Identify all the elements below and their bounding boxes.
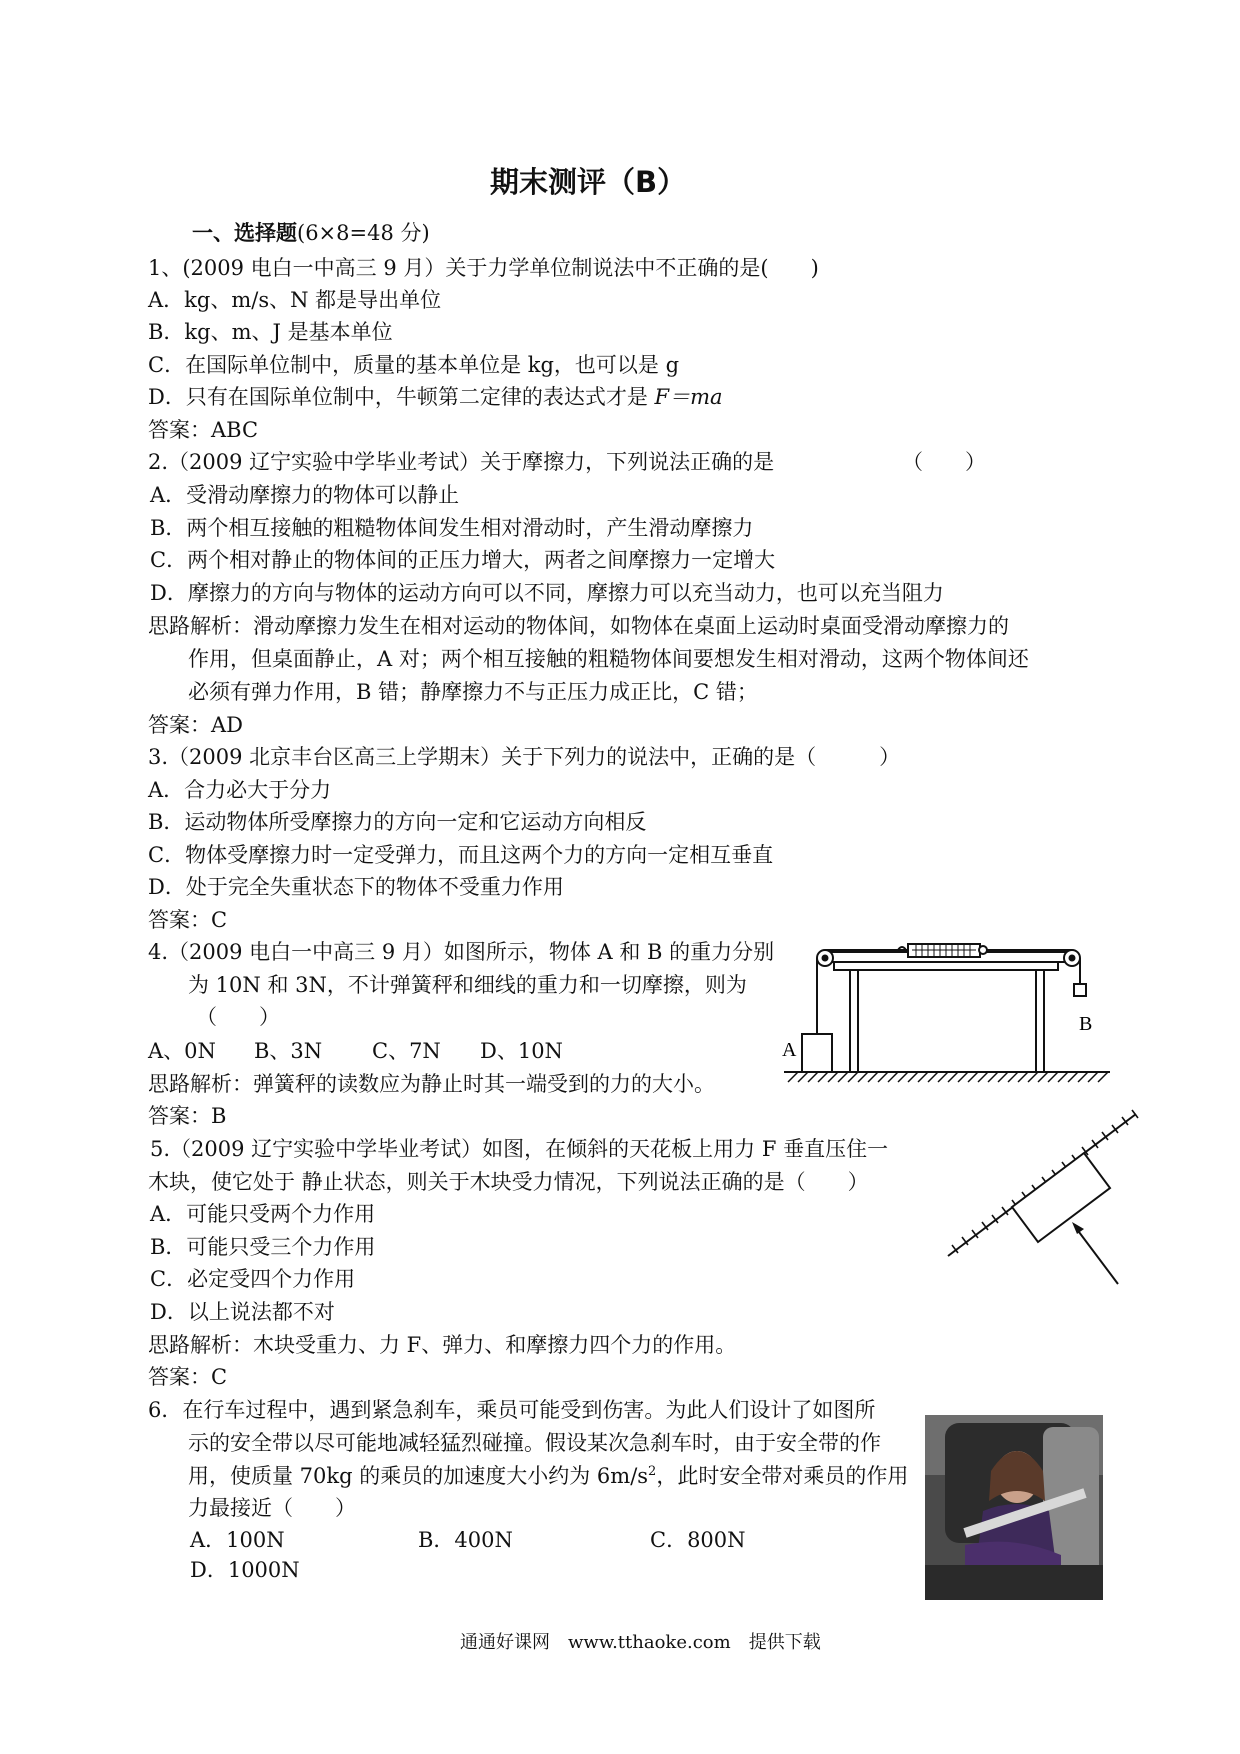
- q5-option-c: C．必定受四个力作用: [150, 1267, 356, 1291]
- q6-stem-line-3: [188, 1465, 908, 1487]
- section-label: 一、选择题: [192, 220, 297, 245]
- q1-stem: 1、(2009 电白一中高三 9 月）关于力学单位制说法中不正确的是( ): [148, 256, 819, 280]
- q6-option-a: A．100N: [190, 1528, 285, 1552]
- q3-option-a: A．合力必大于分力: [148, 778, 332, 802]
- q3-stem: 3.（2009 北京丰台区高三上学期末）关于下列力的说法中，正确的是（ ）: [148, 745, 901, 769]
- q4-option-d: D、10N: [480, 1039, 563, 1063]
- q4-option-a: A、0N: [148, 1039, 216, 1063]
- q2-analysis-line-2: 作用，但桌面静止，A 对；两个相互接触的粗糙物体间要想发生相对滑动，这两个物体间还: [188, 647, 1029, 671]
- q1-option-c: C．在国际单位制中，质量的基本单位是 kg，也可以是 g: [148, 353, 680, 377]
- q6-stem-line-3-a: 用，使质量 70kg 的乘员的加速度大小约为 6m/s: [188, 1464, 649, 1488]
- q6-stem-line-3-b: ，此时安全带对乘员的作用: [656, 1464, 909, 1488]
- q4-label-a: A: [782, 1039, 797, 1061]
- q4-answer: 答案：B: [148, 1104, 227, 1128]
- q6-stem-line-4: 力最接近（ ）: [188, 1496, 356, 1520]
- page-title: 期末测评（B）: [490, 165, 687, 199]
- q4-stem-line-3: （ ）: [196, 1005, 280, 1029]
- q1-option-b: B．kg、m、J 是基本单位: [148, 320, 393, 344]
- q4-analysis: 思路解析：弹簧秤的读数应为静止时其一端受到的力的大小。: [148, 1072, 715, 1096]
- q1-option-d-text: D．只有在国际单位制中，牛顿第二定律的表达式才是: [148, 385, 655, 409]
- q2-option-c: C．两个相对静止的物体间的正压力增大，两者之间摩擦力一定增大: [150, 548, 776, 572]
- q2-blank: （ ）: [902, 450, 986, 474]
- q3-option-b: B．运动物体所受摩擦力的方向一定和它运动方向相反: [148, 810, 647, 834]
- q5-option-a: A．可能只受两个力作用: [150, 1202, 376, 1226]
- q4-pulley-figure: [780, 930, 1140, 1090]
- q6-stem-line-2: 示的安全带以尽可能地减轻猛烈碰撞。假设某次急刹车时，由于安全带的作: [188, 1431, 881, 1455]
- q4-option-b: B、3N: [254, 1039, 323, 1063]
- q5-answer: 答案：C: [148, 1365, 228, 1389]
- q1-option-a: A．kg、m/s、N 都是导出单位: [148, 288, 442, 312]
- q5-stem-line-1: 5.（2009 辽宁实验中学毕业考试）如图，在倾斜的天花板上用力 F 垂直压住一: [150, 1137, 889, 1161]
- q5-option-d: D．以上说法都不对: [150, 1300, 335, 1324]
- q5-option-b: B．可能只受三个力作用: [150, 1235, 376, 1259]
- q2-analysis-line-1: 思路解析：滑动摩擦力发生在相对运动的物体间，如物体在桌面上运动时桌面受滑动摩擦力的: [148, 614, 1009, 638]
- q2-option-d: D．摩擦力的方向与物体的运动方向可以不同，摩擦力可以充当动力，也可以充当阻力: [150, 581, 944, 605]
- q3-option-c: C．物体受摩擦力时一定受弹力，而且这两个力的方向一定相互垂直: [148, 843, 774, 867]
- q2-answer: 答案：AD: [148, 713, 244, 737]
- q6-seatbelt-photo: [925, 1415, 1103, 1600]
- q6-stem-line-1: 6．在行车过程中，遇到紧急刹车，乘员可能受到伤害。为此人们设计了如图所: [148, 1398, 876, 1422]
- q4-option-c: C、7N: [372, 1039, 441, 1063]
- section-heading: [192, 222, 430, 244]
- q6-option-d: D．1000N: [190, 1558, 300, 1582]
- q2-option-b: B．两个相互接触的粗糙物体间发生相对滑动时，产生滑动摩擦力: [150, 516, 754, 540]
- q1-answer: 答案：ABC: [148, 418, 259, 442]
- q4-stem-line-2: 为 10N 和 3N，不计弹簧秤和细线的重力和一切摩擦，则为: [188, 973, 747, 997]
- q6-superscript: 2: [648, 1464, 657, 1479]
- q1-option-d: [148, 387, 723, 408]
- q4-label-b: B: [1079, 1013, 1093, 1035]
- q6-option-b: B．400N: [418, 1528, 513, 1552]
- q5-stem-line-2: 木块，使它处于 静止状态，则关于木块受力情况，下列说法正确的是（ ）: [148, 1170, 869, 1194]
- q3-answer: 答案：C: [148, 908, 228, 932]
- q4-stem-line-1: 4.（2009 电白一中高三 9 月）如图所示，物体 A 和 B 的重力分别: [148, 940, 775, 964]
- q1-formula: F＝ma: [654, 385, 723, 409]
- q3-option-d: D．处于完全失重状态下的物体不受重力作用: [148, 875, 564, 899]
- q6-option-c: C．800N: [650, 1528, 746, 1552]
- page-footer: 通通好课网 www.tthaoke.com 提供下载: [460, 1632, 821, 1653]
- q2-option-a: A．受滑动摩擦力的物体可以静止: [150, 483, 460, 507]
- q5-incline-figure: [940, 1108, 1140, 1294]
- q2-stem: 2.（2009 辽宁实验中学毕业考试）关于摩擦力，下列说法正确的是: [148, 450, 775, 474]
- q2-analysis-line-3: 必须有弹力作用，B 错；静摩擦力不与正压力成正比，C 错；: [188, 680, 758, 704]
- section-score: (6×8=48 分): [297, 221, 430, 245]
- q5-analysis: 思路解析：木块受重力、力 F、弹力、和摩擦力四个力的作用。: [148, 1333, 737, 1357]
